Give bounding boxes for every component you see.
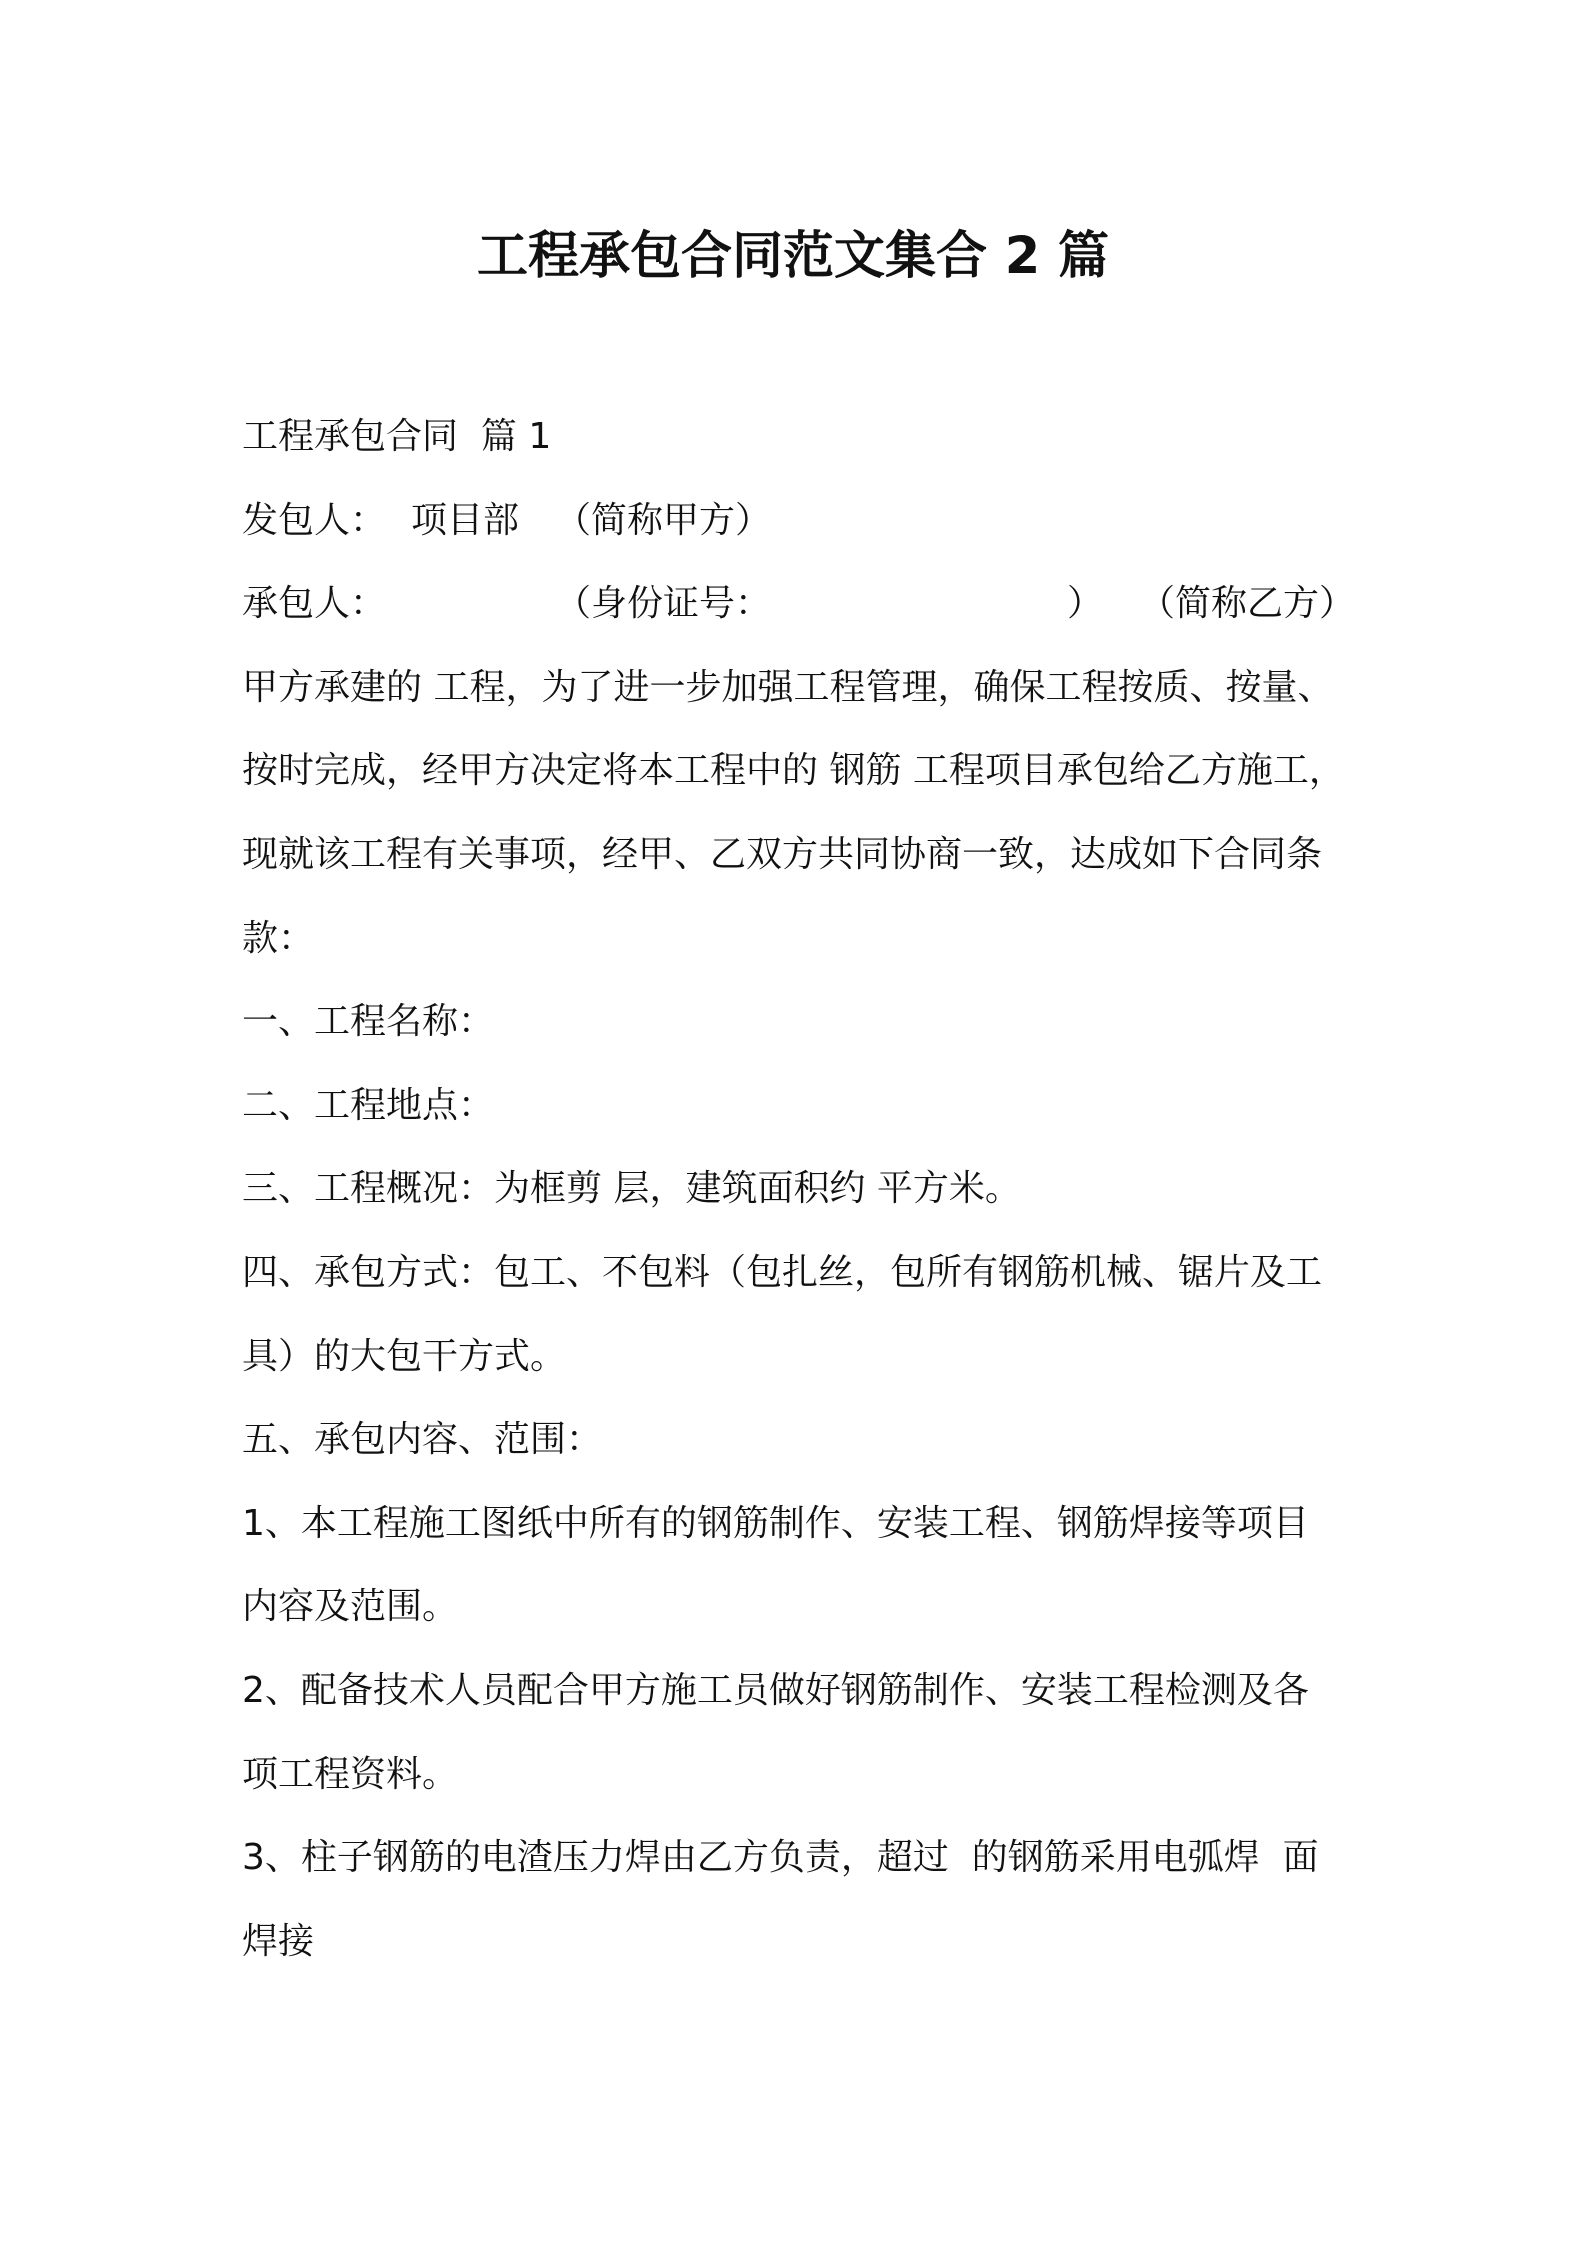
clause-project-overview: 三、工程概况：为框剪 层，建筑面积约 平方米。 xyxy=(242,1168,1021,1210)
party-a-label: 发包人： xyxy=(242,499,387,541)
scope-item-2-cont: 项工程资料。 xyxy=(242,1753,459,1795)
clause-project-name: 一、工程名称： xyxy=(242,1001,495,1043)
intro-line: 款： xyxy=(242,917,315,959)
party-a-name: 项目部 xyxy=(411,499,520,541)
scope-item-3-cont: 焊接 xyxy=(242,1920,315,1962)
intro-line: 按时完成，经甲方决定将本工程中的 钢筋 工程项目承包给乙方施工， xyxy=(242,750,1345,792)
clause-contract-method-cont: 具）的大包干方式。 xyxy=(242,1335,567,1377)
scope-item-3: 3、柱子钢筋的电渣压力焊由乙方负责，超过 的钢筋采用电弧焊 面 xyxy=(242,1837,1319,1879)
intro-line: 甲方承建的 工程，为了进一步加强工程管理，确保工程按质、按量、 xyxy=(242,666,1334,708)
clause-scope-heading: 五、承包内容、范围： xyxy=(242,1419,603,1461)
section-heading: 工程承包合同 篇 1 xyxy=(242,416,552,457)
party-a-alias: （简称甲方） xyxy=(555,499,772,541)
party-b-label: 承包人： xyxy=(242,583,387,625)
scope-item-2: 2、配备技术人员配合甲方施工员做好钢筋制作、安装工程检测及各 xyxy=(242,1669,1309,1711)
clause-project-location: 二、工程地点： xyxy=(242,1084,495,1126)
party-b-alias: （简称乙方） xyxy=(1139,583,1356,625)
clause-contract-method: 四、承包方式：包工、不包料（包扎丝，包所有钢筋机械、锯片及工 xyxy=(242,1251,1323,1293)
scope-item-1-cont: 内容及范围。 xyxy=(242,1586,459,1628)
document-title: 工程承包合同范文集合 2 篇 xyxy=(477,227,1109,286)
scope-item-1: 1、本工程施工图纸中所有的钢筋制作、安装工程、钢筋焊接等项目 xyxy=(242,1502,1309,1544)
party-b-id-label: （身份证号： xyxy=(555,583,772,625)
document-body xyxy=(242,395,1442,1983)
party-b-line xyxy=(242,562,1442,646)
party-a-line xyxy=(242,479,1442,563)
intro-line: 现就该工程有关事项，经甲、乙双方共同协商一致，达成如下合同条 xyxy=(242,833,1323,875)
party-b-id-close: ） xyxy=(1067,583,1104,625)
